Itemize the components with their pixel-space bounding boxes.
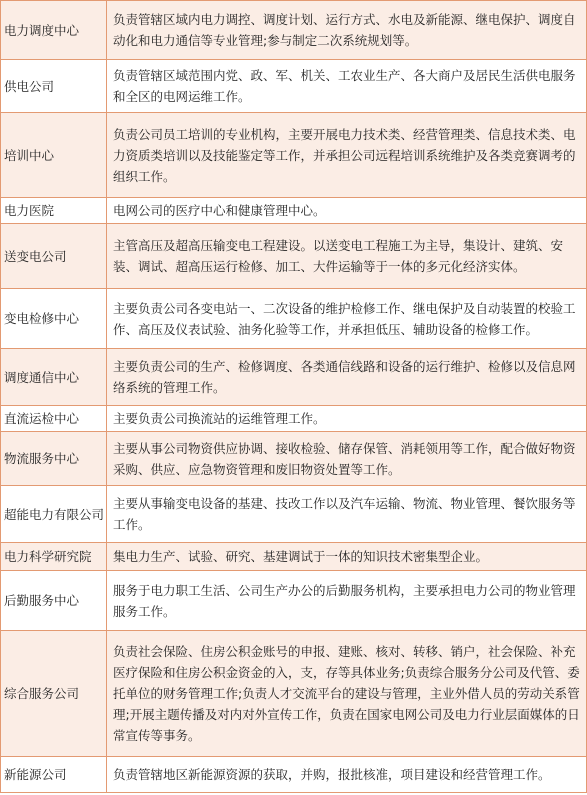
unit-description: 主要负责公司换流站的运维管理工作。 [107, 406, 587, 432]
table-row [1, 486, 587, 543]
unit-name: 后勤服务中心 [1, 571, 107, 631]
unit-description: 主要从事输变电设备的基建、技改工作以及汽车运输、物流、物业管理、餐饮服务等工作。 [107, 486, 587, 543]
table-row [1, 198, 587, 224]
unit-description: 主要负责公司各变电站一、二次设备的维护检修工作、继电保护及自动装置的校验工作、高压及仪表试验、油务化验等工作，并承担低压、辅助设备的检修工作。 [107, 289, 587, 349]
unit-description: 服务于电力职工生活、公司生产办公的后勤服务机构，主要承担电力公司的物业管理服务工作。 [107, 571, 587, 631]
unit-name: 新能源公司 [1, 757, 107, 793]
table-row [1, 1, 587, 60]
unit-name: 供电公司 [1, 60, 107, 113]
unit-name: 培训中心 [1, 113, 107, 198]
unit-description: 主要从事公司物资供应协调、接收检验、储存保管、消耗领用等工作，配合做好物资采购、供应、应急物资管理和废旧物资处置等工作。 [107, 432, 587, 486]
unit-description: 集电力生产、试验、研究、基建调试于一体的知识技术密集型企业。 [107, 543, 587, 571]
unit-description: 电网公司的医疗中心和健康管理中心。 [107, 198, 587, 224]
table-row [1, 432, 587, 486]
table-row [1, 757, 587, 793]
unit-description: 负责管辖区域范围内党、政、军、机关、工农业生产、各大商户及居民生活供电服务和全区的电网运维工作。 [107, 60, 587, 113]
table-row [1, 60, 587, 113]
unit-name: 物流服务中心 [1, 432, 107, 486]
table-row [1, 224, 587, 289]
table-row [1, 289, 587, 349]
unit-name: 电力调度中心 [1, 1, 107, 60]
unit-name: 调度通信中心 [1, 349, 107, 406]
unit-description: 负责公司员工培训的专业机构，主要开展电力技术类、经营管理类、信息技术类、电力资质类培训以及技能鉴定等工作，并承担公司远程培训系统维护及各类竞赛调考的组织工作。 [107, 113, 587, 198]
unit-description: 主管高压及超高压输变电工程建设。以送变电工程施工为主导，集设计、建筑、安装、调试、超高压运行检修、加工、大件运输等于一体的多元化经济实体。 [107, 224, 587, 289]
unit-description: 负责管辖地区新能源资源的获取，并购，报批核准，项目建设和经营管理工作。 [107, 757, 587, 793]
table-row [1, 349, 587, 406]
table-row [1, 631, 587, 757]
unit-name: 直流运检中心 [1, 406, 107, 432]
unit-name: 综合服务公司 [1, 631, 107, 757]
unit-description: 负责管辖区域内电力调控、调度计划、运行方式、水电及新能源、继电保护、调度自动化和电力通信等专业管理;参与制定二次系统规划等。 [107, 1, 587, 60]
table-row [1, 113, 587, 198]
unit-name: 变电检修中心 [1, 289, 107, 349]
unit-name: 超能电力有限公司 [1, 486, 107, 543]
unit-name: 电力科学研究院 [1, 543, 107, 571]
unit-description: 主要负责公司的生产、检修调度、各类通信线路和设备的运行维护、检修以及信息网络系统的管理工作。 [107, 349, 587, 406]
table-row [1, 571, 587, 631]
table-row [1, 543, 587, 571]
unit-name: 电力医院 [1, 198, 107, 224]
unit-name: 送变电公司 [1, 224, 107, 289]
unit-description: 负责社会保险、住房公积金账号的申报、建账、核对、转移、销户，社会保险、补充医疗保险和住房公积金资金的入，支，存等具体业务;负责综合服务分公司及代管、委托单位的财务管理工作;负责人才交流平台的建设与管理，主业外借人员的劳动关系管理;开展主题传播及对内对外宣传工作，负责在国家电网公司及电力行业层面媒体的日常宣传等事务。 [107, 631, 587, 757]
table-row [1, 406, 587, 432]
